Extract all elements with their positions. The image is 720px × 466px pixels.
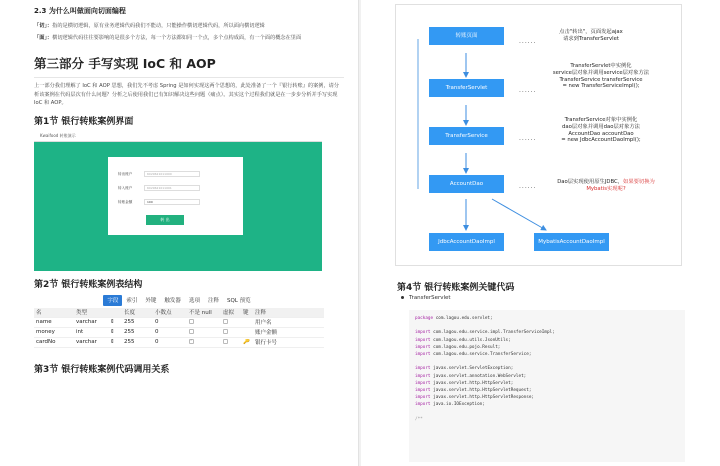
bullet-transfer-servlet: TransferServlet: [401, 295, 451, 301]
amount-input[interactable]: 100: [144, 199, 200, 205]
code-line: import java.io.IOException;: [415, 402, 485, 408]
app-topbar: Kwaifood 转账演示: [34, 132, 322, 142]
diagram-box-mybatis: MybatisAccountDaoImpl: [534, 233, 609, 251]
not-null-checkbox[interactable]: [189, 319, 194, 324]
to-account-label: 转入账户: [118, 185, 133, 190]
virtual-checkbox[interactable]: [223, 339, 228, 344]
code-line: import javax.servlet.http.HttpServlet;: [415, 380, 514, 386]
code-line: import javax.servlet.ServletException;: [415, 366, 514, 372]
dots-3: ......: [519, 135, 537, 142]
virtual-checkbox[interactable]: [223, 319, 228, 324]
right-page: [361, 0, 720, 466]
left-page: [0, 0, 358, 466]
from-account-input[interactable]: 6029621011000: [144, 171, 200, 177]
code-line: import com.lagou.edu.pojo.Result;: [415, 344, 501, 350]
type-stepper-icon[interactable]: ⇕: [110, 329, 115, 335]
code-line: /**: [415, 416, 423, 422]
tab-sql-preview[interactable]: SQL 预览: [226, 297, 251, 304]
key-icon: 🔑: [243, 339, 250, 345]
call-relation-diagram: [395, 4, 682, 266]
tab-triggers[interactable]: 触发器: [164, 297, 181, 304]
arrow-dao-to-mybatis: [492, 199, 546, 230]
part-heading: 第三部分 手写实现 IoC 和 AOP: [34, 54, 344, 78]
table-row[interactable]: name varchar ⇕ 255 0 用户名: [34, 318, 324, 328]
paragraph-qie: 「切」：指的是横切逻辑，原有业务逻辑代码我们不能动，只能操作横切逻辑代码，所以面向横切逻辑: [34, 23, 265, 29]
type-stepper-icon[interactable]: ⇕: [110, 319, 115, 325]
type-stepper-icon[interactable]: ⇕: [110, 339, 115, 345]
diagram-box-servlet: TransferServlet: [429, 79, 504, 97]
note-dao: Dao层实现使用原生JDBC，如果要切换为 Mybatis实现呢?: [557, 179, 655, 192]
code-line: [415, 322, 679, 329]
code-line: import javax.servlet.http.HttpServletRequest;: [415, 388, 532, 393]
paragraph-mian: 「面」：横切逻辑代码往往要影响的是很多个方法，每一个方法都如同一个点，多个点构成面，有一个面的概念在里面: [34, 34, 302, 41]
tab-comments[interactable]: 注释: [207, 297, 219, 304]
note-page: 点击"转出"，页面发起ajax 请求到TransferServlet: [559, 29, 623, 42]
transfer-form: [108, 157, 243, 235]
transfer-ui-screenshot: [34, 132, 322, 271]
to-account-input[interactable]: 6029621011001: [144, 185, 200, 191]
tab-fields[interactable]: 字段: [103, 295, 122, 306]
section-heading-3: 第3节 银行转账案例代码调用关系: [34, 364, 170, 375]
section-heading-4: 第4节 银行转账案例关键代码: [397, 283, 515, 293]
diagram-box-service: TransferService: [429, 127, 504, 145]
code-line: import javax.servlet.http.HttpServletResponse;: [415, 395, 535, 401]
table-designer: [34, 295, 324, 348]
diagram-box-page: 转账页面: [429, 27, 504, 45]
diagram-box-jdbc: JdbcAccountDaoImpl: [429, 233, 504, 251]
tab-foreign-keys[interactable]: 外键: [145, 297, 157, 304]
section-heading-1: 第1节 银行转账案例界面: [34, 116, 134, 127]
code-line: import javax.servlet.annotation.WebServlet;: [415, 373, 527, 379]
table-header: 名 类型 长度 小数点 不是 null 虚拟 键 注释: [34, 308, 324, 318]
code-line: [415, 358, 679, 365]
note-servlet: TransferServlet中实例化 service层对象并调用service层对象方法 TransferService transferService = new TransferServiceImpl();: [552, 63, 650, 90]
tab-indexes[interactable]: 索引: [126, 297, 138, 304]
code-line: import com.lagou.edu.utils.JsonUtils;: [415, 337, 511, 343]
dots-1: ......: [519, 38, 537, 45]
code-line: import com.lagou.edu.service.TransferService;: [415, 352, 532, 357]
not-null-checkbox[interactable]: [189, 339, 194, 344]
diagram-box-dao: AccountDao: [429, 175, 504, 193]
amount-label: 转账金额: [118, 199, 133, 204]
table-row[interactable]: cardNo varchar ⇕ 255 0 ✓ 🔑 银行卡号: [34, 338, 324, 348]
from-account-label: 转出账户: [118, 171, 133, 176]
note-service: TransferService对象中实例化 dao层对象并调用dao层对象方法 AccountDao accountDao = new JdbcAccountDaoImpl();: [561, 117, 641, 144]
dots-4: ......: [519, 183, 537, 190]
designer-tabs: [34, 295, 324, 306]
dots-2: ......: [519, 87, 537, 94]
paragraph-intro: 上一部分我们理解了 IoC 和 AOP 思想，我们先不考虑 Spring 是如何实现这两个思想的，此处准备了一个『银行转账』的案例，请分析该案例在代码层次有什么问题？分析之后使用我们已有知识解决这些问题（痛点）。其实这个过程我们就是在一步步分析并手写实现 IoC 和 AOP。: [34, 83, 340, 106]
section-heading-2: 第2节 银行转账案例表结构: [34, 279, 143, 290]
code-line: package com.lagou.edu.servlet;: [415, 316, 493, 321]
not-null-checkbox[interactable]: [189, 329, 194, 334]
virtual-checkbox[interactable]: [223, 329, 228, 334]
code-line: [415, 409, 679, 416]
code-line: import com.lagou.edu.service.impl.TransferServiceImpl;: [415, 330, 555, 336]
section-heading-2-3: 2.3 为什么叫做面向切面编程: [34, 7, 126, 15]
code-block: [409, 310, 685, 462]
tab-options[interactable]: 选项: [188, 297, 200, 304]
table-row[interactable]: money int ⇕ 255 0 账户金额: [34, 328, 324, 338]
transfer-button[interactable]: 转 出: [146, 215, 184, 225]
